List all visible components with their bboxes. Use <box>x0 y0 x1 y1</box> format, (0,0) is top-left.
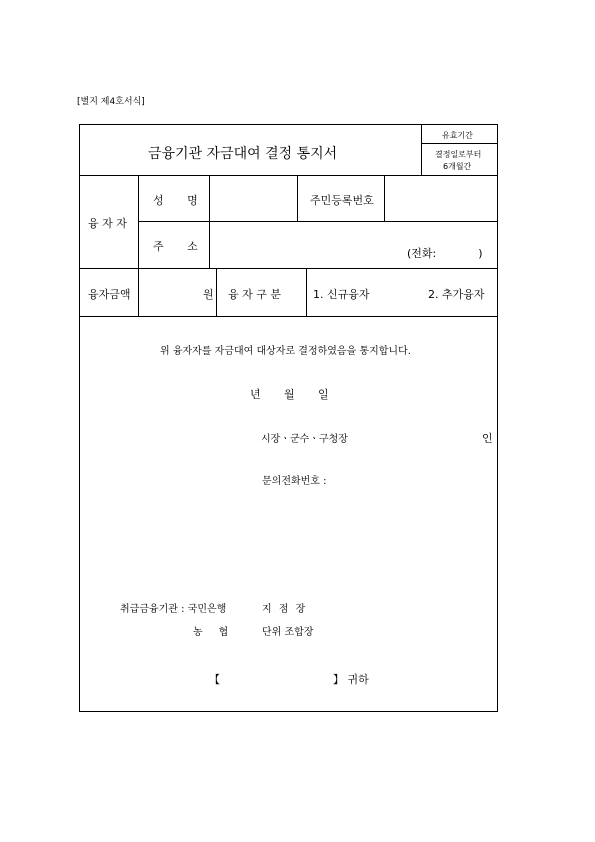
date-year: 년 <box>250 388 261 401</box>
rule-id-label-left <box>297 175 298 221</box>
notice-sentence: 위 융자자를 자금대여 대상자로 결정하였음을 통지합니다. <box>160 346 411 357</box>
rule-address-bottom <box>79 268 498 269</box>
form-number-label: [별지 제4호서식] <box>77 97 145 107</box>
validity-line1: 결정일로부터 <box>435 150 482 159</box>
issuer-title: 시장ㆍ군수ㆍ구청장 <box>261 434 348 445</box>
loan-amount-unit: 원 <box>203 288 214 301</box>
loan-type-label: 융 자 구 분 <box>228 288 281 301</box>
validity-line2: 6개월간 <box>443 162 472 171</box>
rule-id-label-right <box>384 175 385 221</box>
rule-amount-right <box>216 268 217 316</box>
rule-validity-left <box>421 124 422 175</box>
rule-validity-header <box>421 143 498 144</box>
seal-mark: 인 <box>482 432 493 445</box>
id-number-label: 주민등록번호 <box>310 194 374 207</box>
loan-type-additional[interactable]: 2. 추가융자 <box>428 288 485 301</box>
date-day: 일 <box>318 388 329 401</box>
address-label: 주 소 <box>153 240 198 253</box>
rule-applicant-col <box>138 175 139 316</box>
validity-header: 유효기간 <box>442 131 473 140</box>
form-title: 금융기관 자금대여 결정 통지서 <box>148 146 338 162</box>
handler-nonghyup: 농 협 <box>193 627 229 638</box>
handler-branch-manager: 지 점 장 <box>262 604 306 615</box>
applicant-section-label: 융 자 자 <box>88 217 127 230</box>
handler-bank-label: 취급금융기관 : 국민은행 <box>120 604 227 615</box>
loan-type-new[interactable]: 1. 신규융자 <box>313 288 370 301</box>
loan-amount-label: 융자금액 <box>88 288 131 301</box>
inquiry-phone-label: 문의전화번호 : <box>262 476 327 487</box>
rule-title-bottom <box>79 175 498 176</box>
date-month: 월 <box>284 388 295 401</box>
rule-loan-bottom <box>79 316 498 317</box>
handler-union-head: 단위 조합장 <box>262 627 314 638</box>
rule-field-label-col <box>209 175 210 268</box>
addressee-bracket-open: 【 <box>209 673 220 686</box>
rule-type-right <box>306 268 307 316</box>
phone-field[interactable]: (전화: ) <box>407 247 483 260</box>
name-label: 성 명 <box>153 194 198 207</box>
addressee-bracket-close: 】 귀하 <box>333 673 369 686</box>
rule-name-bottom <box>138 221 498 222</box>
